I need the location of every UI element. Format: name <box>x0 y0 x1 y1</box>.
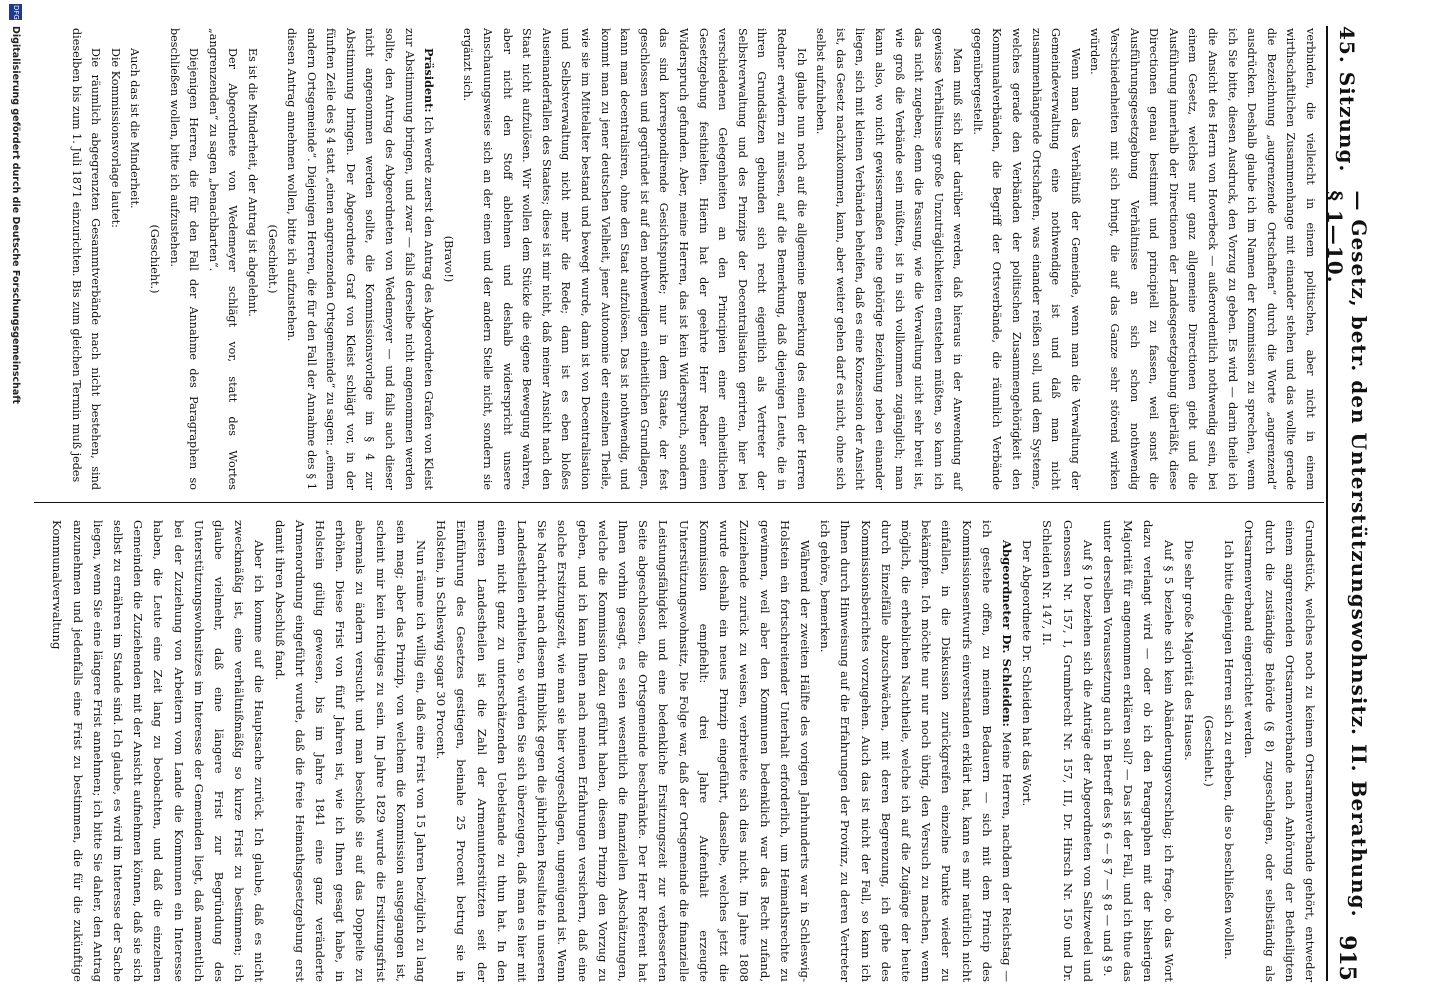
speaker-paragraph <box>815 520 1017 982</box>
paragraph: Ich bitte diejenigen Herren sich zu erheben, die so beschließen wollen. <box>1222 540 1237 960</box>
digitization-credit: Digitalisierung gefördert durch die Deutsche Forschungsgemeinschaft <box>10 26 22 404</box>
right-column <box>47 520 1320 982</box>
paragraph: Grundstück, welches noch zu keinem Ortsarmenverbande gehört, entweder einem angrenzenden Ortsarmenverbande nach Anhörung der Betheiligten durch die zuständige Behörde (§ 8) zugeschlagen, oder selbständig als Ortsarmenverband eingerichtet werden. <box>1242 520 1317 982</box>
header-rule <box>1326 26 1328 981</box>
paragraph: Auf § 10 beziehen sich die Anträge der Abgeordneten von Saltzwedel und Genossen Nr. 157, I, Grumbrecht Nr. 157, III, Dr. Hirsch Nr. 150 und Dr. Schleiden Nr. 147, II. <box>1040 520 1095 982</box>
paragraph: Auch das ist die Minderheit. <box>128 48 142 209</box>
paragraph: Man muß sich klar darüber werden, daß hieraus in der Anwendung auf gewisse Verhältnisse große Unzuträglichkeiten entstehen müßten, so kann ich das nicht zugeben; denn die Fassung, wie die Verwaltung nicht sehr breit ist, wie groß die Verbände sein müßten, ist in sich vollkommen zugänglich; man kann also, wo nicht gewissermaßen eine gehörige Beziehung neben einander liegen, sich mit kleinen Verbänden behelfen, daß es eine Konzession der Ansicht ist, das Gesetz nachzukommen, kann, aber weiter gehen darf es nicht, ohne sich selbst aufzuheben. <box>814 28 965 490</box>
speaker-text: Meine Herren, nachdem der Reichstag — ich gestehe offen, zu meinem Bedauern — sich mit dem Princip des Kommissionsentwurfs einverstanden erklärt hat, kann es mir natürlich nicht einfallen, in die Diskussion zurückgreifen einzelne Punkte wieder zu bekämpfen. Ich möchte nur nur noch übrig, den Versuch zu machen, wenn möglich, die erheblichen Nachtheile, welche ich auf die Zugänge der heute durch Einzelfälle abzuschwächen, mit deren Begrenzung, ich gehe des Kommissionsberichtes vorzugehen. Auch das ist nicht der Fall, so kann ich Ihnen durch Hinweisung auf die Erfahrungen der Provinz, zu deren Vertreter ich gehöre, bemerken. <box>818 520 1014 983</box>
session-label: 45. Sitzung. <box>1335 26 1359 173</box>
paragraph: Aber ich komme auf die Hauptsache zurück. Ich glaube, daß es nicht zweckmäßig ist, eine verhältnißmäßig so kurze Frist zu bestimmen; ich glaube vielmehr, daß eine längere Frist zur Begründung des Unterstützungswohnsitzes im Interesse der Gemeinden liegt, daß namentlich bei der Zuziehung von Arbeitern vom Lande die Kommunen ein Interesse haben, die Leute eine Zeit lang zu beobachten, und daß die einzelnen Gemeinden die Zuziehenden mit der Ansicht aufnehmen können, daß sie sich selbst zu ernähren im Stande sind. Ich glaube, es wird im Interesse der Sache liegen, wenn Sie eine längere Frist annehmen; ich bitte Sie daher, den Antrag anzunehmen und jedenfalls eine Frist zu bestimmen, die für die zukünftige Kommunalverwaltung <box>50 520 267 982</box>
paragraph: Auf § 5 beziehe sich kein Abänderungsvorschlag; ich frage, ob das Wort dazu verlangt wird — oder ob ich den Paragraphen mit der bisherigen Majorität für angenommen erklären soll? — Das ist der Fall, und ich thue das unter derselben Voraussetzung auch in Betreff des § 6 — § 7 — § 8 — und § 9. <box>1100 520 1176 982</box>
column-divider <box>34 502 1324 503</box>
paragraph: Während der zweiten Hälfte des vorigen Jahrhunderts war in Schleswig-Holstein ein fortschreitender Unterhalt erforderlich, um Heimathsrechte zu gewinnen, weil aber den Kommunen bedenklich war das Recht zufand, Zuziehende zurück zu weisen, verbreitete sich dies nicht. Im Jahre 1808 wurde deshalb ein neues Prinzip eingeführt, dasselbe, welches jetzt die Kommission empfiehlt: drei Jahre Aufenthalt erzeugte Unterstützungswohnsitz, Die Folge war, daß der Ortsgemeinde die finanzielle Leistungsfähigkeit und eine bedenkliche Ersitzungszeit zur verbesserten Seite abgeschlossen, die Ortsgemeinde beschränkte. Der Herr Referent hat Ihnen vorhin gesagt, es seien wesentlich die finanziellen Abschätzungen, welche die Kommission dazu geführt haben, diesem Prinzip den Vorzug zu geben, und ich kann Ihnen nach meinen Erfahrungen versichern, daß eine solche Ersitzungszeit, wie man sie hier vorgeschlagen, ungenügend ist. Wenn Sie Nachricht nach diesem Hinblick gegen die jährlichen Resultate in unseren Landestheilen erhielten, so würden Sie sich überzeugen, daß man es hier mit einem nicht ganz zu unterschätzenden Uebelstande zu thun hat. In den meisten Landestheilen ist die Zahl der Armenunterstützten seit der Einführung des Gesetzes gestiegen, beinahe 25 Procent betrug sie in Holstein, in Schleswig sogar 30 Procent. <box>434 520 812 982</box>
digitization-footer <box>6 0 26 1000</box>
page-number: 915 <box>1334 935 1360 981</box>
page-header <box>1323 26 1371 981</box>
paragraph: verbinden, die vielleicht in einem politischen, aber nicht in einem wirthschaftlichen Zusammenhange mit einander stehen und das wollte gerade die Bezeichnung „augrenzende Ortschaften“ durch die Worte „angrenzend“ ausdrücken. Deshalb glaube ich im Namen der Kommission zu sprechen, wenn ich Sie bitte, diesen Ausdruck, den Vorzug zu geben. Es wird — darin theile ich die Ansicht des Herrn von Hoverbeck — außerordentlich nothwendig sein, bei einem Gesetz, welches nur ganz allgemeine Directionen giebt und die Ausführung innerhalb der Directionen der Landesgesetzgebung überläßt, diese Directionen genau bestimmt und principiell zu fassen, weil sonst die Ausführungsgesetzgebung Verhältnisse an sich schon nothwendig Verschiedenheiten mit sich bringt, die auf das Ganze sehr störend wirken würden. <box>1088 28 1317 490</box>
page-title: — Gesetz, betr. den Unterstützungswohnsitz. II. Berathung. § 1—10. <box>1323 190 1371 918</box>
paragraph: Nun räume ich willig ein, daß eine Frist von 15 Jahren bezüglich zu lang sein mag; aber das Prinzip, von welchem die Kommission ausgegangen ist, scheint mir kein richtiges zu sein. Im Jahre 1829 wurde die Ersitzungsfrist abermals zu ändern versucht und man beschloß sie auf das Doppelte zu erhöhen. Diese Frist von fünf Jahren ist, wie ich Ihnen gesagt habe, in Holstein gültig gewesen, bis im Jahre 1841 eine ganz veränderte Armenordnung eingeführt wurde, daß die freie Heimathsgesetzgebung erst damit ihren Abschluß fand. <box>272 520 429 982</box>
dfg-logo-icon: DFG <box>10 4 23 20</box>
paragraph: Der Abgeordnete Dr. Schleiden hat das Wort. <box>1020 540 1035 807</box>
paragraph: Die sehr große Majorität des Hauses. <box>1181 540 1196 761</box>
interjection: (Bravo!) <box>441 235 455 283</box>
paragraph: Die Kommissionsvorlage lautet: <box>108 48 122 228</box>
interjection: (Geschieht.) <box>265 224 279 294</box>
speaker-paragraph <box>282 28 439 490</box>
interjection: (Geschieht.) <box>1201 715 1216 787</box>
paragraph: Der Abgeordnete von Wedemeyer schlägt vor, statt des Wortes „angrenzenden“ zu sagen „benachbarten“. <box>206 28 240 490</box>
speaker-text: Ich werde zuerst den Antrag des Abgeordneten Grafen von Kleist zur Abstimmung bringen, und zwar — falls derselbe nicht angenommen werden sollte, den Antrag des Abgeordneten von Wedemeyer — und falls auch dieser nicht angenommen werden sollte, die Kommissionsvorlage im § 4 zur Abstimmung bringen. Der Abgeordnete Graf von Kleist schlägt vor, in der fünften Zeile des § 4 statt „einen angrenzenden Ortsgemeinde“ zu sagen: „einem andern Ortsgemeinde“. Diejenigen Herren, die für den Fall der Annahme des § 1 diesen Antrag annehmen wollen, bitte ich aufzustehen. <box>285 28 436 491</box>
paragraph: Ich glaube nun noch auf die allgemeine Bemerkung des einen der Herren Redner erwidern zu müssen, auf die Bemerkung, daß diejenigen Leute, die in ihren Grundsätzen gebunden sich recht eigentlich als Vertreter der Selbstverwaltung und des Prinzips der Decentralisation gerirten, hier bei verschiedenen Gelegenheiten an den Principien einer einheitlichen Gesetzgebung festhielten. Hierin hat der geehrte Herr Redner einen Widerspruch gefunden. Aber, meine Herren, das ist kein Widerspruch, sondern das sind korrespondirende Gesichtspunkte; nur in dem Staate, der fest geschlossen und gegründet ist auf den nothwendigen einheitlichen Grundlagen, kann man decentralisiren, ohne den Staat aufzulösen. Das ist nothwendig, und kommt man zu jener deutschen Vielheit, jener Autonomie der einzelnen Theile, wie sie im Mittelalter bestand und bewegt wurde, dann ist von Decentralisation und Selbstverwaltung nicht mehr die Rede; dann ist es eben bloßes Auseinanderfallen des Staates; diese ist mir nicht, daß meiner Ansicht nach den Staat nicht aufzulösen. Wir wollen dem Stücke die eigene Bewegung wahren, aber nicht den Stoff ablehnen und deshalb widerspricht unsere Anschauungsweise sich an der einen und der andern Stelle nicht, sondern sie ergänzt sich. <box>461 28 808 490</box>
speaker-label: Abgeordneter Dr. Schleiden: <box>999 540 1014 727</box>
paragraph: Es ist die Minderheit, der Antrag ist abgelehnt. <box>245 48 259 317</box>
left-column <box>66 28 1320 490</box>
paragraph: Wenn man das Verhältniß der Gemeinde, wenn man die Verwaltung der Gemeindeverwaltung eine nothwendige ist und daß man nicht zusammenhängende Ortschaften, was einander reißen soll, und dem Systeme, welches gerade den Verbänden der politischen Zusammengehörigkeit den Kommunalverbänden, die Begriff der Ortsverbände, die räumlich Verbände gegenübergestellt. <box>970 28 1082 490</box>
interjection: (Geschieht.) <box>147 224 161 294</box>
paragraph: Die räumlich abgegrenzten Gesammtverbände nach nicht bestehen, sind dieselben bis zum 1. Juli 1871 einzurichten. Bis zum gleichen Termin muß jedes <box>69 28 103 490</box>
speaker-label: Präsident: <box>422 48 437 113</box>
paragraph: Diejenigen Herren, die für den Fall der Annahme des Paragraphen so beschließen wollen, bitte ich aufzustehen. <box>167 28 201 490</box>
